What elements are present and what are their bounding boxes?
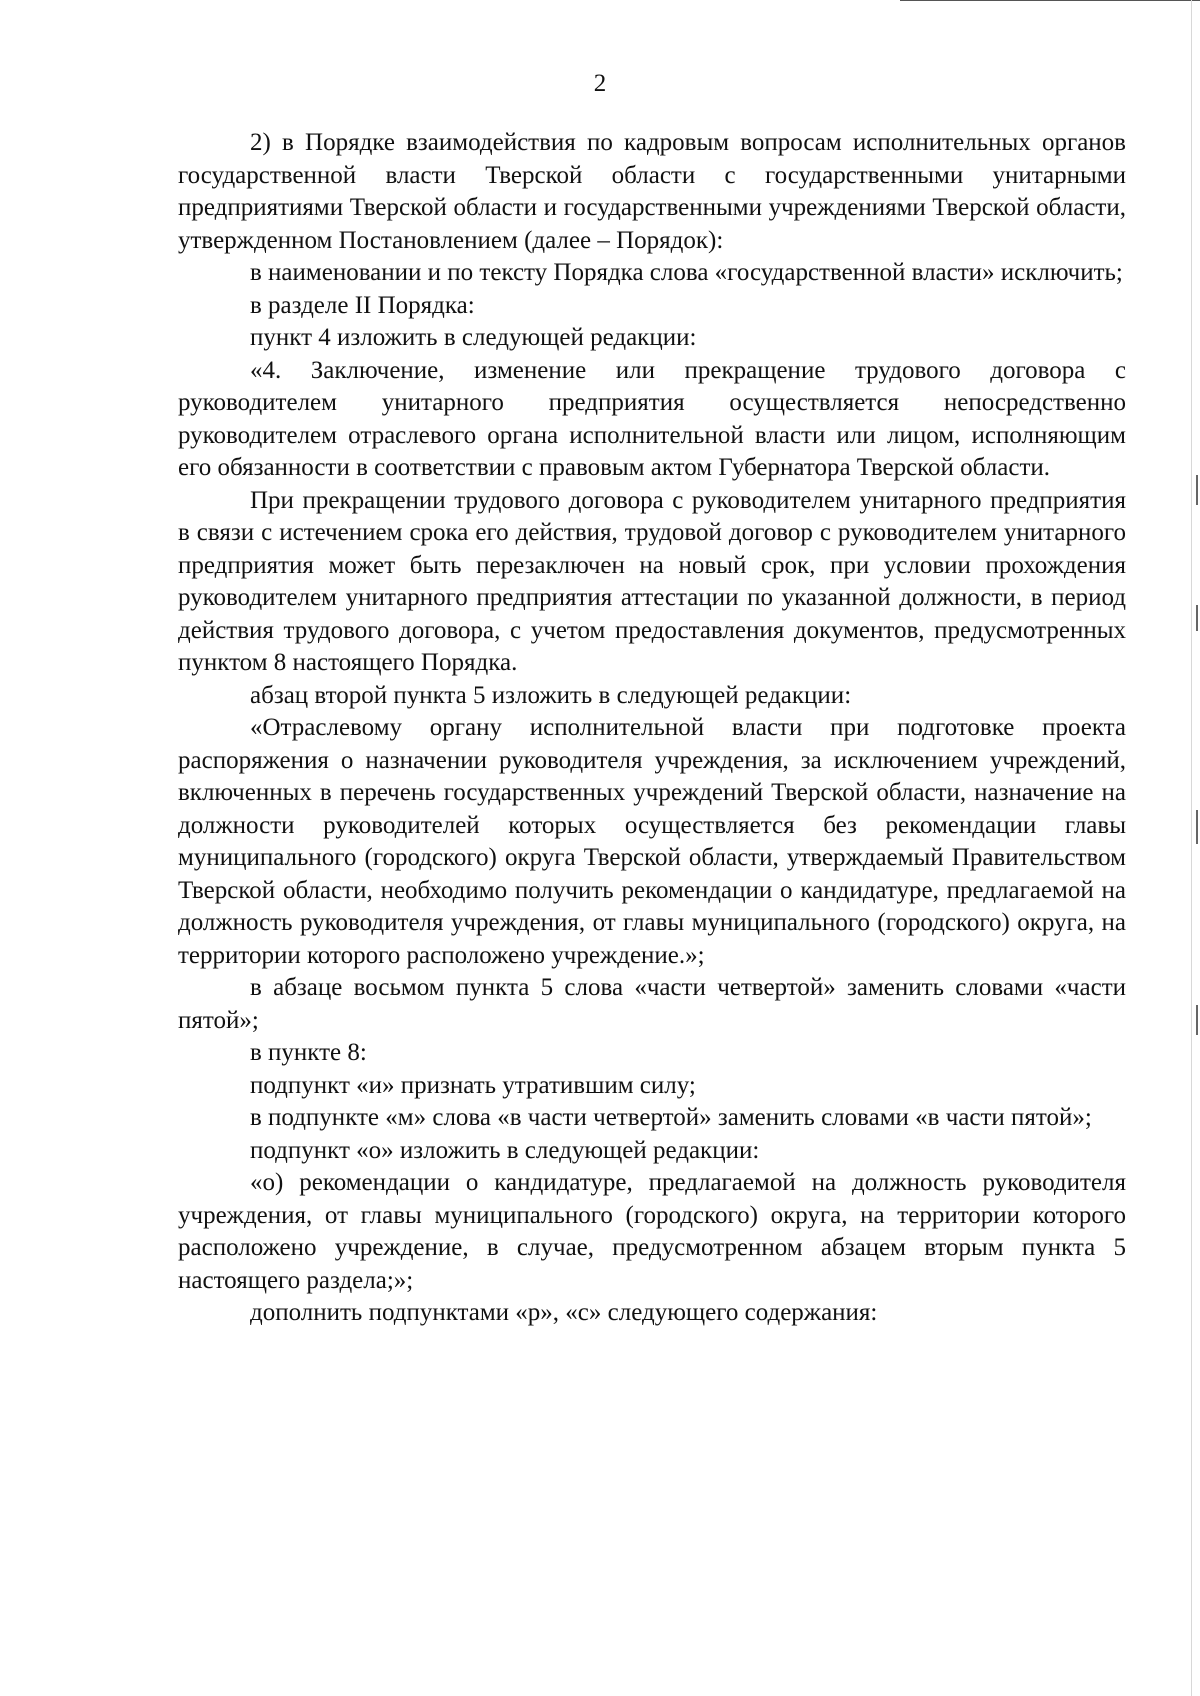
paragraph: подпункт «и» признать утратившим силу; [250,1071,696,1099]
document-body [178,127,1126,1330]
scan-edge-top [900,0,1200,1]
scan-mark [1196,1005,1198,1035]
scan-edge-right [1191,0,1192,1696]
paragraph: «4. Заключение, изменение или прекращение трудового договора с руководителем унитарного предприятия осуществляется непосредственно руководителем отраслевого органа исполнительной власти или лицом, исполняющим его обязанности в соответствии с правовым актом Губернатора Тверской области. [178,356,1126,481]
scan-mark [1196,605,1198,631]
paragraph: в пункте 8: [250,1039,367,1066]
paragraph: «Отраслевому органу исполнительной власти при подготовке проекта распоряжения о назначении руководителя учреждения, за исключением учреждений, включенных в перечень государственных учреждений Тверской области, назначение на должности руководителей которых осуществляется без рекомендации главы муниципального (городского) округа Тверской области, утверждаемый Правительством Тверской области, необходимо получить рекомендации о кандидатуре, предлагаемой на должность руководителя учреждения, от главы муниципального (городского) округа, на территории которого расположено учреждение.»; [178,714,1126,969]
paragraph: При прекращении трудового договора с руководителем унитарного предприятия в связи с истечением срока его действия, трудовой договор с руководителем унитарного предприятия может быть перезаключен на новый срок, при условии прохождения руководителем унитарного предприятия аттестации по указанной должности, в период действия трудового договора, с учетом предоставления документов, предусмотренных пунктом 8 настоящего Порядка. [178,486,1126,676]
page-number: 2 [593,70,607,97]
paragraph: 2) в Порядке взаимодействия по кадровым вопросам исполнительных органов государственной власти Тверской области с государственными унитарными предприятиями Тверской области и государственными учреждениями Тверской области, утвержденном Постановлением (далее – Порядок): [178,129,1126,254]
paragraph: дополнить подпунктами «р», «с» следующего содержания: [250,1299,878,1326]
paragraph: в наименовании и по тексту Порядка слова «государственной власти» исключить; [250,259,1123,286]
paragraph: в разделе II Порядка: [250,291,475,319]
paragraph: абзац второй пункта 5 изложить в следующей редакции: [250,681,852,709]
paragraph: «о) рекомендации о кандидатуре, предлагаемой на должность руководителя учреждения, от главы муниципального (городского) округа, на территории которого расположено учреждение, в случае, предусмотренном абзацем вторым пункта 5 настоящего раздела;»; [178,1169,1126,1294]
scan-mark [1196,475,1198,505]
paragraph: подпункт «о» изложить в следующей редакции: [250,1136,760,1164]
scan-mark [1196,810,1198,844]
paragraph: в абзаце восьмом пункта 5 слова «части четвертой» заменить словами «части пятой»; [178,974,1126,1034]
paragraph: пункт 4 изложить в следующей редакции: [250,324,697,351]
paragraph: в подпункте «м» слова «в части четвертой» заменить словами «в части пятой»; [250,1104,1092,1131]
